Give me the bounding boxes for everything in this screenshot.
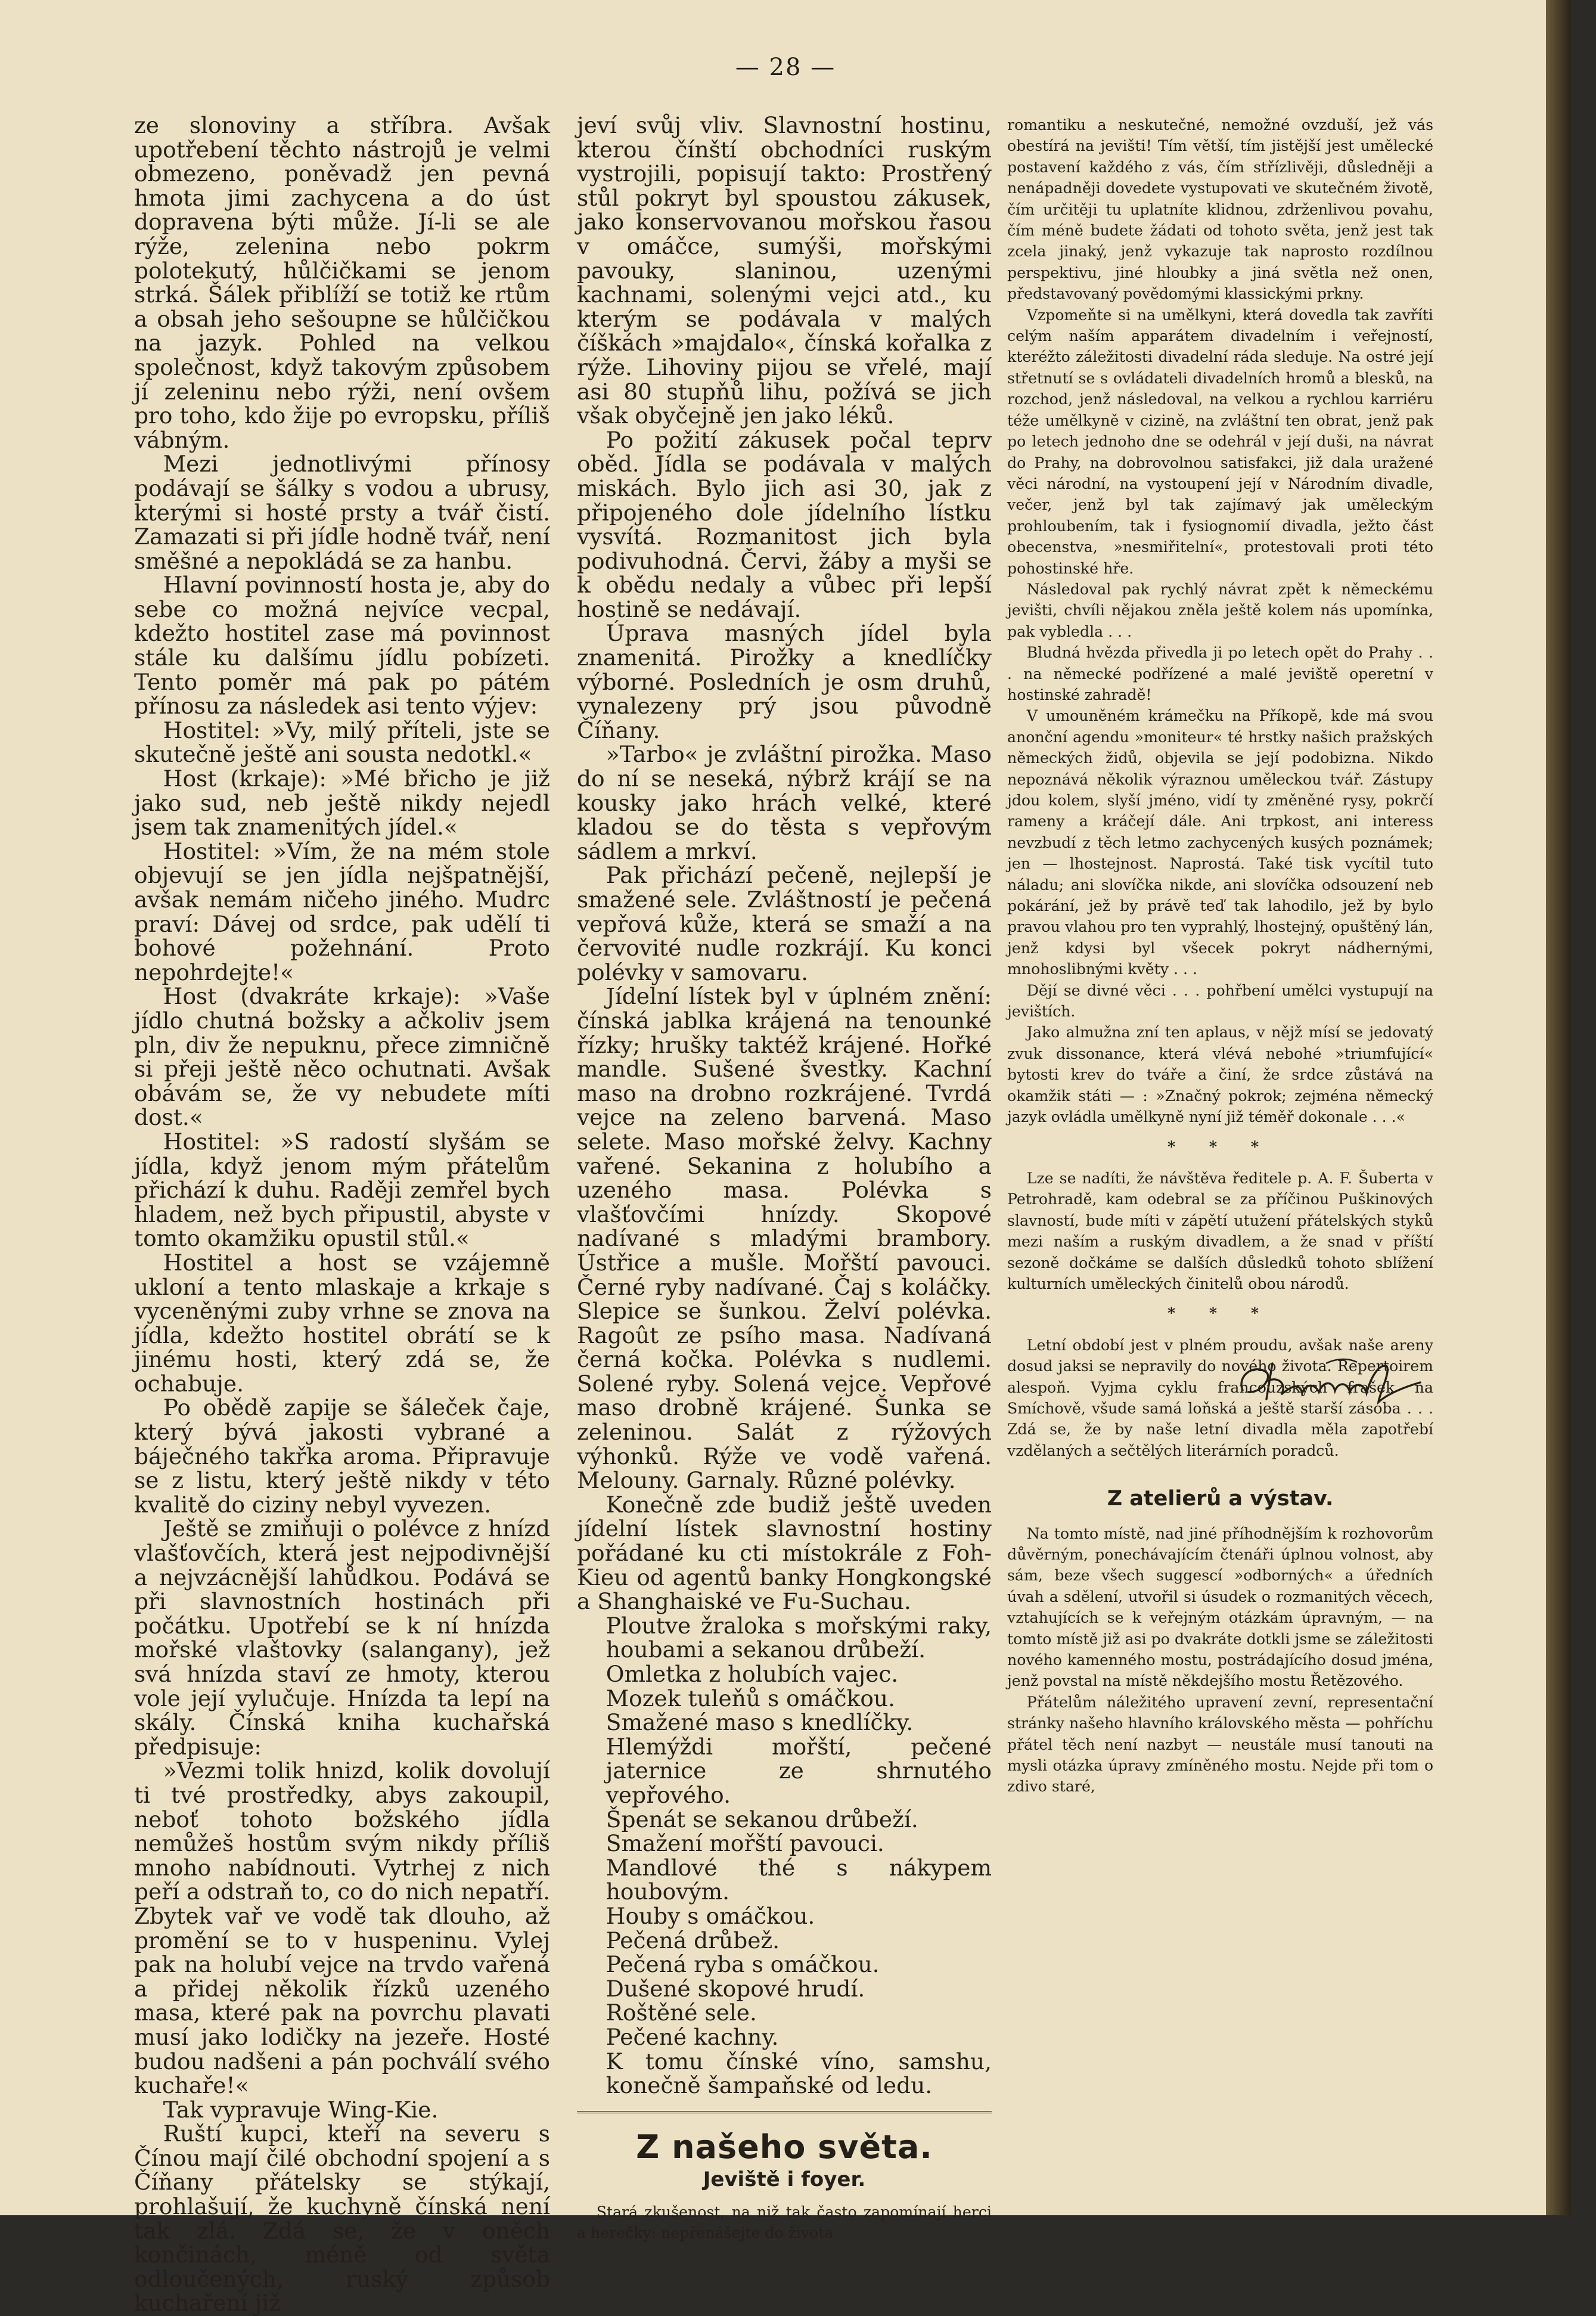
- menu-item: Dušené skopové hrudí.: [606, 1975, 865, 2002]
- column-left: [134, 113, 550, 2315]
- menu-item: Pečená drůbež.: [606, 1927, 780, 1954]
- menu-item: K tomu čínské víno, samshu, konečně šampaňské od ledu.: [606, 2048, 992, 2099]
- paragraph: Hostitel: »S radostí slyšám se jídla, když jenom mým přátelům přichází k duhu. Raději zemřel bych hladem, než bych připustil, abyste v tomto okamžiku opustil stůl.«: [134, 1128, 550, 1252]
- paragraph: Jídelní lístek byl v úplném znění: čínská jablka krájená na tenounké řízky; hrušky taktéž krájené. Hořké mandle. Sušené švestky. Kachní maso na drobno rozkrájené. Tvrdá vejce na zeleno barvená. Maso selete. Maso mořské želvy. Kachny vařené. Sekanina z holubího a uzeného masa. Polévka s vlašťovčími hnízdy. Skopové nadívané s mladými brambory. Ústřice a mušle. Mořští pavouci. Černé ryby nadívané. Čaj s koláčky. Slepice se šunkou. Želví polévka. Ragoût ze psího masa. Nadívaná černá kočka. Polévka s nudlemi. Solené ryby. Solená vejce. Vepřové maso drobně krájené. Šunka se zeleninou. Salát z rýžových výhonků. Rýže ve vodě vařená. Melouny. Garnaly. Různé polévky.: [577, 983, 992, 1494]
- handwritten-signature: [1231, 1340, 1427, 1417]
- paragraph: Tak vypravuje Wing-Kie.: [163, 2096, 439, 2123]
- paragraph: Stará zkušenost, na niž tak často zapomínají herci a herečky: nepřenášejte do života: [577, 2203, 992, 2242]
- menu-item: Mozek tuleňů s omáčkou.: [606, 1685, 895, 1712]
- paragraph: Přátelům náležitého upravení zevní, representační stránky našeho hlavního královského města — pohříchu přátel těch není nazbyt — neustále musí tanouti na mysli otázka úpravy zmíněného mostu. Nejde při tom o zdivo staré,: [1007, 1693, 1433, 1796]
- paragraph: Hostitel: »Vy, milý příteli, jste se skutečně ještě ani sousta nedotkl.«: [134, 717, 550, 768]
- paragraph: Úprava masných jídel byla znamenitá. Pirožky a knedlíčky výborné. Posledních je osm druhů, vynalezeny prý jsou původně Číňany.: [577, 620, 992, 743]
- paragraph: Na tomto místě, nad jiné příhodnějším k rozhovorům důvěrným, ponechávajícím čtenáři úplnou volnost, aby sám, beze všech suggescí »odborných« a úředních úvah a sdělení, utvořil si úsudek o rozmanitých věcech, vztahujících se k veřejným otázkám úpravným, — na tomto místě již asi po dvakráte dotkli jsme se záležitosti nového kamenného mostu, postrádajícího dosud jména, jenž povstal na místě někdejšího mostu Řetězového.: [1007, 1524, 1433, 1690]
- asterism-divider: * * *: [1167, 1304, 1274, 1322]
- paragraph: Po obědě zapije se šáleček čaje, který bývá jakosti vybrané a báječného takřka aroma. Připravuje se z listu, který ještě nikdy v této kvalitě do ciziny nebyl vyvezen.: [134, 1394, 550, 1518]
- paragraph: Ruští kupci, kteří na severu s Čínou mají čilé obchodní spojení a s Číňany přátelsky se stýkají, prohlašují, že kuchyně čínská není tak zlá. Zdá se, že v oněch končinách, méně od světa odloučených, ruský způsob kuchaření již: [134, 2120, 550, 2316]
- paragraph: Konečně zde budiž ještě uveden jídelní lístek slavnostní hostiny pořádané ku cti místokrále z Foh-Kieu od agentů banky Hongkongské a Shanghaiské ve Fu-Suchau.: [577, 1491, 992, 1615]
- paragraph: romantiku a neskutečné, nemožné ovzduší, jež vás obestírá na jevišti! Tím větší, tím jistější jest umělecké postavení každého z vás, čím střízlivěji, důsledněji a nenápadněji dovedete vystupovati ve skutečném životě, čím určitěji tu uplatníte klidnou, zdrženlivou povahu, čím méně budete žádati od tohoto světa, jenž jest tak zcela jinaký, jenž vykazuje tak naprosto rozdílnou perspektivu, jiné hloubky a jiná světla než onen, představovaný povědomými klassickými prkny.: [1007, 116, 1433, 303]
- paragraph: Host (krkaje): »Mé břicho je již jako sud, neb ještě nikdy nejedl jsem tak znamenitých jídel.«: [134, 765, 550, 841]
- menu-item: Roštěné sele.: [606, 1999, 757, 2026]
- menu-item: Omletka z holubích vajec.: [606, 1661, 899, 1687]
- menu-item: Špenát se sekanou drůbeží.: [606, 1806, 918, 1833]
- paragraph: jeví svůj vliv. Slavnostní hostinu, kterou čínští obchodníci ruským vystrojili, popisují takto: Prostřený stůl pokryt byl spoustou zákusek, jako konservovanou mořskou řasou v omáčce, sumýši, mořskými pavouky, slaninou, uzenými kachnami, solenými vejci atd., ku kterým se podávala v malých číškách »majdalo«, čínská kořalka z rýže. Lihoviny pijou se vřelé, mají asi 80 stupňů lihu, požívá se jich však obyčejně jen jako léků.: [577, 112, 992, 429]
- page-number: — 28 —: [735, 54, 836, 81]
- menu-item: Pečené kachny.: [606, 2023, 779, 2050]
- menu-item: Smažení mořští pavouci.: [606, 1830, 884, 1857]
- column-middle: [577, 113, 992, 2244]
- signed-note: [1007, 1335, 1433, 1461]
- banquet-menu: [577, 1614, 992, 2098]
- menu-item: Houby s omáčkou.: [606, 1902, 815, 1929]
- menu-item: Ploutve žraloka s mořskými raky, houbami a sekanou drůbeží.: [606, 1612, 992, 1663]
- paragraph: Ještě se zmiňuji o polévce z hnízd vlašťovčích, která jest nejpodivnější a nejvzácnější lahůdkou. Podává se při slavnostních hostinách při počátku. Upotřebí se k ní hnízda mořské vlaštovky (salangany), jež svá hnízda staví ze hmoty, kterou vole její vylučuje. Hnízda ta lepí na skály. Čínská kniha kuchařská předpisuje:: [134, 1515, 550, 1760]
- paragraph: Pak přichází pečeně, nejlepší je smažené sele. Zvláštností je pečená vepřová kůže, která se smaží a na červovité nudle rozkrájí. Ku konci polévky v samovaru.: [577, 862, 992, 985]
- menu-item: Hlemýždi mořští, pečené jaternice ze shrnutého vepřového.: [606, 1733, 992, 1808]
- paragraph: Následoval pak rychlý návrat zpět k německému jevišti, chvíli nějakou zněla ještě kolem nás upomínka, pak vybledla . . .: [1007, 580, 1433, 640]
- column-right: [1007, 114, 1433, 1797]
- paragraph: Dějí se divné věci . . . pohřbení umělci vystupují na jevištích.: [1007, 981, 1433, 1021]
- paragraph: Mezi jednotlivými přínosy podávají se šálky s vodou a ubrusy, kterými si hosté prsty a tvář čistí. Zamazati si při jídle hodně tvář, není směšné a nepokládá se za hanbu.: [134, 451, 550, 574]
- atelier-title: Z atelierů a výstav.: [1107, 1487, 1334, 1511]
- paragraph: Lze se nadíti, že návštěva ředitele p. A. F. Šuberta v Petrohradě, kam odebral se za příčinou Puškinových slavností, bude míti v zápětí utužení přátelských styků mezi naším a ruským divadlem, a že snad v příští sezoně dočkáme se dalších důsledků tohoto sblížení kulturních uměleckých činitelů obou národů.: [1007, 1169, 1433, 1292]
- paragraph: Letní období jest v plném proudu, avšak naše areny dosud jaksi se nepravily do nového života. Repertoirem alespoň. Vyjma cyklu francouzských frašek na Smíchově, všude samá loňská a ještě starší zásoba . . . Zdá se, že by naše letní divadla měla zapotřebí vzdělaných a sečtělých literárních poradců.: [1007, 1336, 1433, 1459]
- menu-item: Smažené maso s knedlíčky.: [606, 1709, 914, 1736]
- menu-item: Mandlové thé s nákypem houbovým.: [606, 1854, 992, 1905]
- paragraph: Hostitel: »Vím, že na mém stole objevují se jen jídla nejšpatnější, avšak nemám ničeho jiného. Mudrc praví: Dávej od srdce, pak udělí ti bohové požehnání. Proto nepohrdejte!«: [134, 838, 550, 985]
- paragraph: V umouněném krámečku na Příkopě, kde má svou anonční agendu »moniteur« té hrstky našich pražských německých židů, objevila se její podobizna. Nikdo nepoznává několik výraznou uměleckou tvář. Zástupy jdou kolem, slyší jméno, vidí ty změněné rysy, pokrčí rameny a kráčejí dále. Ani trpkost, ani interess nevzbudí z těch letmo zachycených kusých poznámek; jen — lhostejnost. Naprostá. Také tisk vycítil tuto náladu; ani slovíčka nikde, ani slovíčka odsouzení neb pokárání, jež by právě teď tak lahodilo, jež by bylo pravou vlahou pro ten vyprahlý, lhostejný, opuštěný lán, jenž kdysi byl všecek pokryt nádhernými, mnohoslibnými květy . . .: [1007, 707, 1433, 978]
- section-divider: [577, 2111, 992, 2116]
- paragraph: Host (dvakráte krkaje): »Vaše jídlo chutná božsky a ačkoliv jsem pln, div že nepuknu, přece zimničně si přeji ještě něco ochutnati. Avšak obávám se, že vy nebudete míti dost.«: [134, 983, 550, 1131]
- paragraph: Bludná hvězda přivedla ji po letech opět do Prahy . . . na německé podřízené a malé jeviště operetní v hostinské zahradě!: [1007, 644, 1433, 703]
- paragraph: Vzpomeňte si na umělkyni, která dovedla tak zavříti celým naším apparátem divadelním i veřejností, kteréžto záležitosti divadelní ráda sleduje. Na ostré její střetnutí se s ovládateli divadelních hromů a blesků, na rozchod, jenž následoval, na velkou a rychlou karriéru téže umělkyně v cizině, na zvláštní ten obrat, jenž pak po letech jednoho dne se odehrál v její duši, na návrat do Prahy, na dobrovolnou satisfakci, již dala uražené věci národní, na vystoupení její v Národním divadle, večer, jenž byl tak zajímavý jak uměleckým prohloubením, tak i fysiognomií divadla, ježto část obecenstva, »nesmiřitelní«, protestovali proti této pohostinské hře.: [1007, 306, 1433, 577]
- paragraph: ze slonoviny a stříbra. Avšak upotřebení těchto nástrojů je velmi obmezeno, poněvadž jen pevná hmota jimi zachycena a do úst dopravena býti může. Jí-li se ale rýže, zelenina nebo pokrm polotekutý, hůlčičkami se jenom strká. Šálek přiblíží se totiž ke rtům a obsah jeho sešoupne se hůlčičkou na jazyk. Pohled na velkou společnost, když takovým způsobem jí zeleninu nebo rýži, není ovšem pro toho, kdo žije po evropsku, příliš vábným.: [134, 112, 550, 453]
- paragraph: Po požití zákusek počal teprv oběd. Jídla se podávala v malých miskách. Bylo jich asi 30, jak z připojeného dole jídelního lístku vysvítá. Rozmanitost jich byla podivuhodná. Červi, žáby a myši se k obědu nedaly a vůbec při lepší hostině se nedávají.: [577, 426, 992, 622]
- binding-edge: [1546, 0, 1571, 2215]
- asterism-divider: * * *: [1167, 1137, 1274, 1155]
- paragraph: Jako almužna zní ten aplaus, v nějž mísí se jedovatý zvuk dissonance, která vlévá nebohé »triumfující« bytosti krev do tváře a činí, že srdce zůstává na okamžik státi — : »Značný pokrok; zejména německý jazyk ovládla umělkyně nyní již téměř dokonale . . .«: [1007, 1024, 1433, 1126]
- section-subtitle: Jeviště i foyer.: [703, 2168, 866, 2192]
- section-title: Z našeho světa.: [636, 2128, 933, 2166]
- paragraph: Hostitel a host se vzájemně ukloní a tento mlaskaje a krkaje s vyceněnými zuby vrhne se znova na jídla, kdežto hostitel obrátí se k jinému hosti, který zdá se, že ochabuje.: [134, 1249, 550, 1397]
- menu-item: Pečená ryba s omáčkou.: [606, 1951, 880, 1978]
- paragraph: »Vezmi tolik hnizd, kolik dovolují ti tvé prostředky, abys zakoupil, neboť tohoto božského jídla nemůžeš hostům svým nikdy příliš mnoho nabídnouti. Vytrhej z nich peří a odstraň to, co do nich nepatří. Zbytek vař ve vodě tak dlouho, až promění se to v huspeninu. Vylej pak na holubí vejce na trvdo vařená a přidej několik řízků uzeného masa, které pak na povrchu plavati musí jako lodičky na jezeře. Hosté budou nadšeni a pán pochválí svého kuchaře!«: [134, 1757, 550, 2099]
- paragraph: »Tarbo« je zvláštní pirožka. Maso do ní se neseká, nýbrž krájí se na kousky jako hrách velké, které kladou se do těsta s vepřovým sádlem a mrkví.: [577, 741, 992, 864]
- paragraph: Hlavní povinností hosta je, aby do sebe co možná nejvíce vecpal, kdežto hostitel zase má povinnost stále ku dalšímu jídlu pobízeti. Tento poměr má pak po pátém přínosu za následek asi tento výjev:: [134, 572, 550, 720]
